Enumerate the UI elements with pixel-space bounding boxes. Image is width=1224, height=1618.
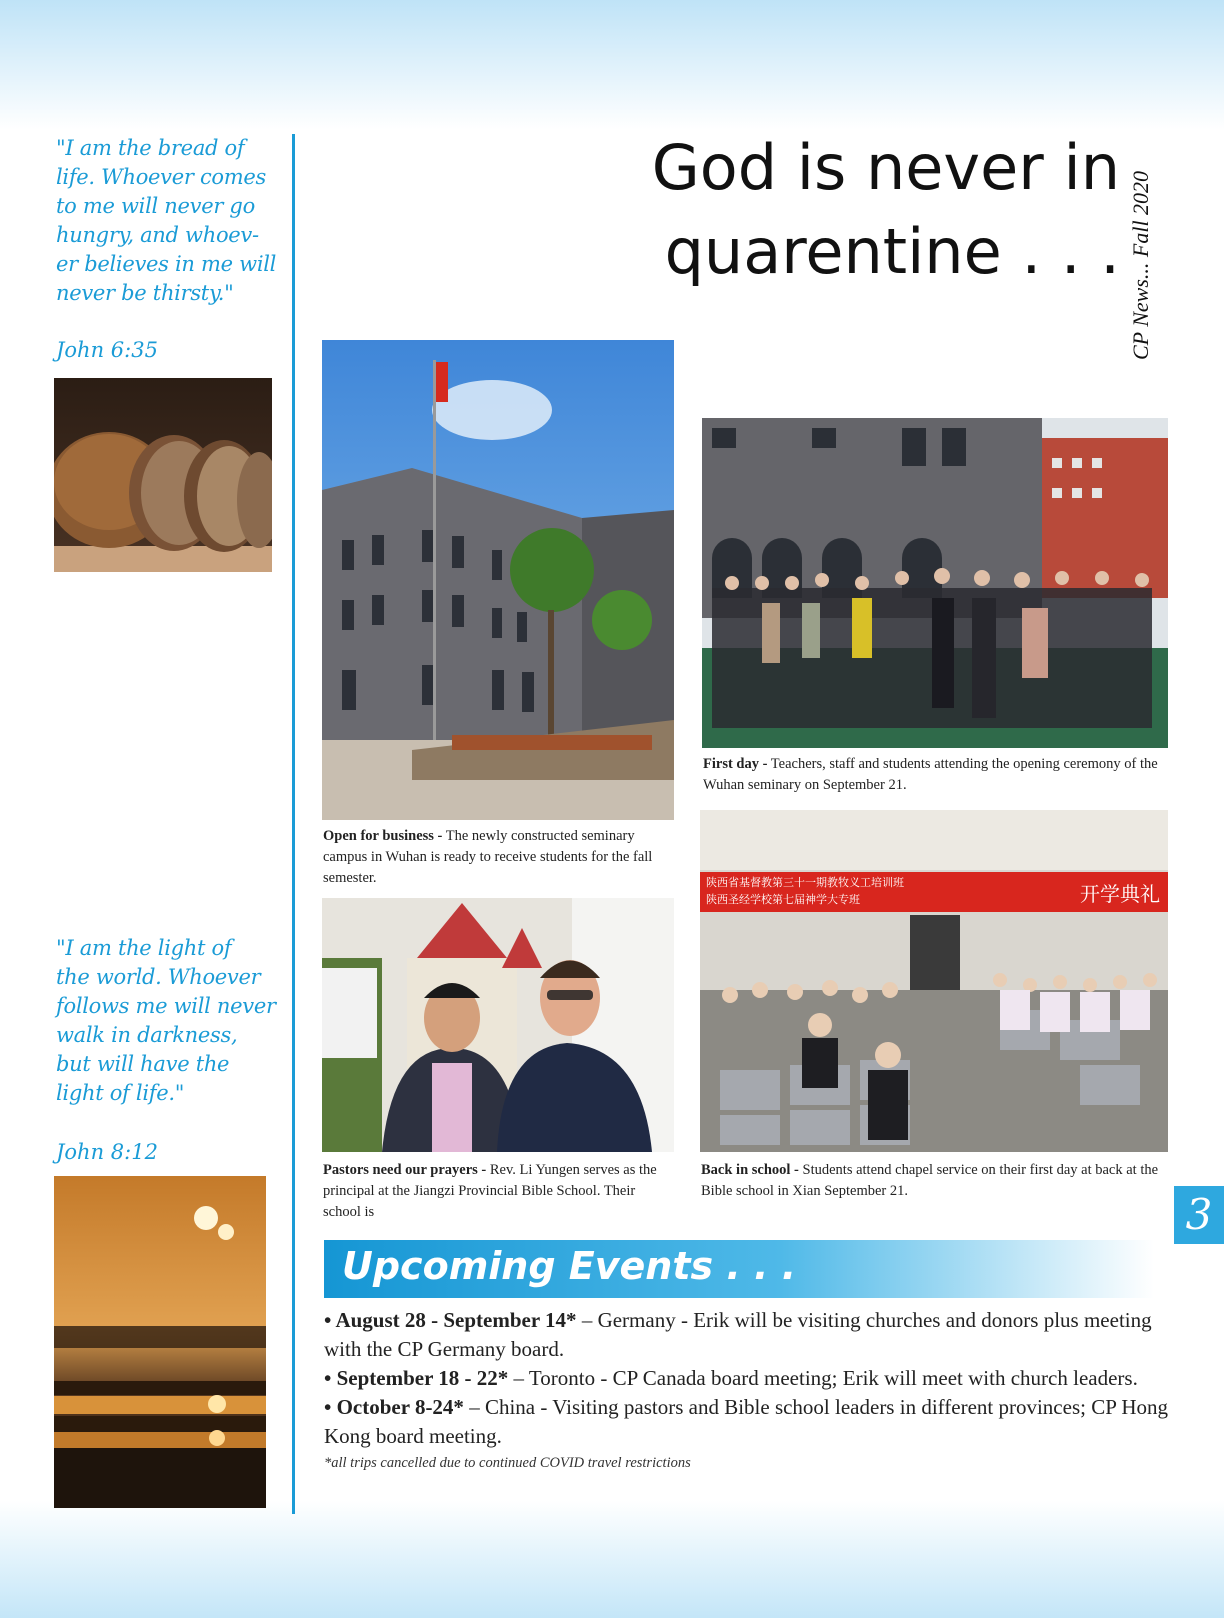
caption-bold: Pastors need our prayers - xyxy=(323,1162,487,1178)
caption-back-in-school xyxy=(701,1160,1165,1202)
caption-bold: First day - xyxy=(703,756,768,772)
caption-text: Students attend chapel service on their first day at back at the Bible school in Xian September 21. xyxy=(701,1162,1159,1199)
page-number: 3 xyxy=(1174,1186,1224,1244)
chapel-photo xyxy=(700,810,1168,1152)
event-item-germany xyxy=(324,1306,1174,1364)
pastors-photo xyxy=(322,898,674,1152)
reference-john-6-35: John 6:35 xyxy=(56,338,158,362)
issue-label: CP News... Fall 2020 xyxy=(1128,170,1153,360)
events-footnote: *all trips cancelled due to continued COVID travel restrictions xyxy=(324,1455,691,1471)
events-heading: Upcoming Events . . . xyxy=(342,1244,797,1288)
banner-line-1: 陕西省基督教第三十一期教牧义工培训班 xyxy=(706,876,904,889)
opening-ceremony-photo xyxy=(702,418,1168,748)
caption-pastors xyxy=(323,1160,673,1223)
quote-bread: "I am the bread of life. Whoever comes to me will never go hungry, and whoev- er believes in me will never be thirsty." xyxy=(56,136,277,305)
event-date: • August 28 - September 14* xyxy=(324,1308,577,1332)
banner-line-2: 陕西圣经学校第七届神学大专班 xyxy=(706,893,860,906)
event-item-toronto xyxy=(324,1364,1174,1393)
event-date: • October 8-24* xyxy=(324,1395,464,1419)
sunset-photo xyxy=(54,1176,266,1508)
divider-line xyxy=(292,134,295,1514)
bread-photo xyxy=(54,378,272,572)
caption-bold: Open for business - xyxy=(323,828,443,844)
title-line-2: quarentine . . . xyxy=(664,215,1120,288)
banner-right-text: 开学典礼 xyxy=(1080,882,1160,906)
events-banner xyxy=(324,1240,1154,1298)
quote-light: "I am the light of the world. Whoever follows me will never walk in darkness, but will have the light of life." xyxy=(56,936,276,1105)
event-text: – China - Visiting pastors and Bible school leaders in different provinces; CP Hong Kong board meeting. xyxy=(324,1395,1169,1448)
event-text: – Toronto - CP Canada board meeting; Erik will meet with church leaders. xyxy=(508,1366,1138,1390)
title-line-1: God is never in xyxy=(651,131,1120,204)
caption-first-day xyxy=(703,754,1163,796)
reference-john-8-12: John 8:12 xyxy=(56,1140,158,1164)
event-item-china xyxy=(324,1393,1174,1451)
caption-text: The newly constructed seminary campus in Wuhan is ready to receive students for the fall semester. xyxy=(323,828,653,886)
caption-text: Teachers, staff and students attending the opening ceremony of the Wuhan seminary on September 21. xyxy=(703,756,1158,793)
caption-bold: Back in school - xyxy=(701,1162,799,1178)
event-date: • September 18 - 22* xyxy=(324,1366,509,1390)
campus-photo xyxy=(322,340,674,820)
events-list xyxy=(324,1306,1174,1472)
event-text: – Germany - Erik will be visiting churches and donors plus meeting with the CP Germany board. xyxy=(324,1308,1152,1361)
page-title xyxy=(560,126,1120,294)
caption-text: Rev. Li Yungen serves as the principal at the Jiangzi Provincial Bible School. Their school is xyxy=(323,1162,657,1220)
caption-open-for-business xyxy=(323,826,673,889)
